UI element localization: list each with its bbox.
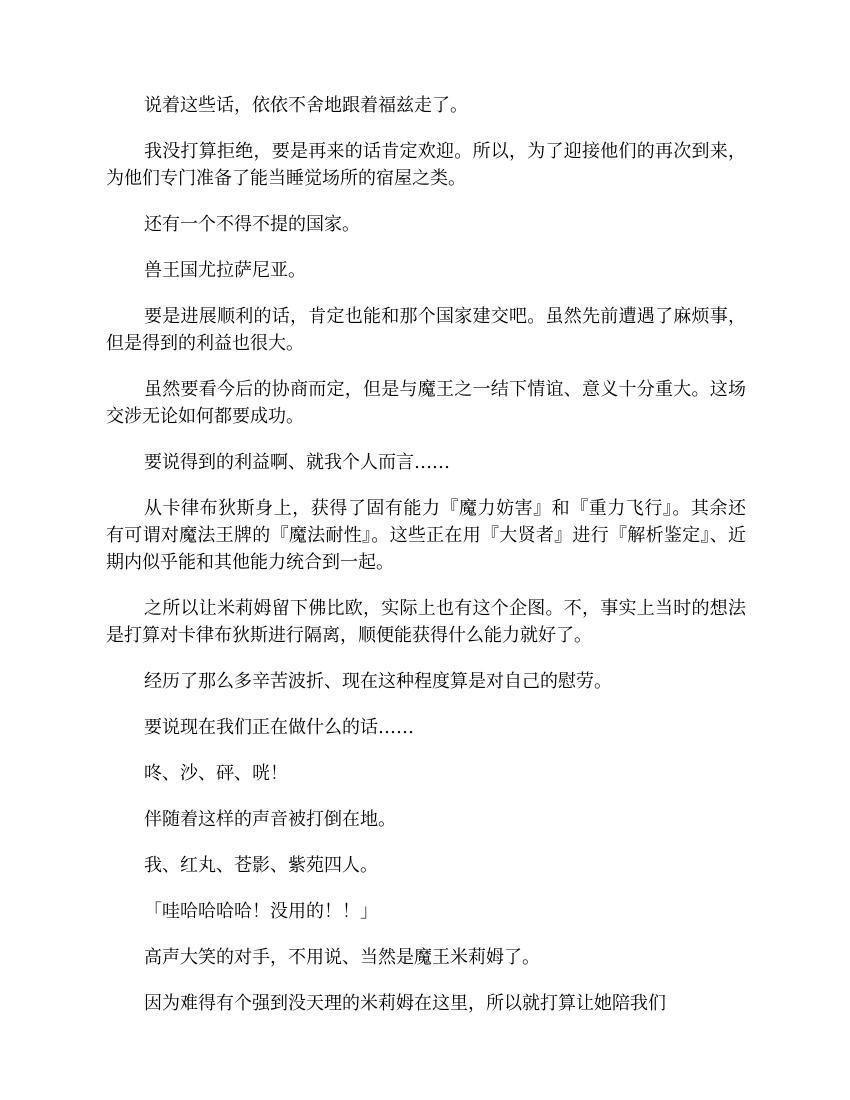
paragraph: 因为难得有个强到没天理的米莉姆在这里，所以就打算让她陪我们 xyxy=(144,993,666,1014)
paragraph: 「哇哈哈哈哈！没用的！！」 xyxy=(144,901,378,922)
paragraph: 要说现在我们正在做什么的话…… xyxy=(144,717,414,738)
document-page xyxy=(106,92,746,1036)
paragraph: 经历了那么多辛苦波折、现在这种程度算是对自己的慰劳。 xyxy=(144,671,612,692)
paragraph: 之所以让米莉姆留下佛比欧，实际上也有这个企图。不，事实上当时的想法是打算对卡律布狄斯进行隔离，顺便能获得什么能力就好了。 xyxy=(106,598,746,646)
paragraph: 我没打算拒绝，要是再来的话肯定欢迎。所以，为了迎接他们的再次到来，为他们专门准备了能当睡觉场所的宿屋之类。 xyxy=(106,141,746,189)
paragraph: 兽王国尤拉萨尼亚。 xyxy=(144,260,306,281)
paragraph: 高声大笑的对手，不用说、当然是魔王米莉姆了。 xyxy=(144,947,540,968)
paragraph: 要是进展顺利的话，肯定也能和那个国家建交吧。虽然先前遭遇了麻烦事，但是得到的利益也很大。 xyxy=(106,306,746,354)
paragraph: 从卡律布狄斯身上，获得了固有能力『魔力妨害』和『重力飞行』。其余还有可谓对魔法王牌的『魔法耐性』。这些正在用『大贤者』进行『解析鉴定』、近期内似乎能和其他能力统合到一起。 xyxy=(106,498,746,573)
paragraph: 要说得到的利益啊、就我个人而言…… xyxy=(144,452,450,473)
paragraph: 说着这些话，依依不舍地跟着福兹走了。 xyxy=(144,95,468,116)
paragraph: 虽然要看今后的协商而定，但是与魔王之一结下情谊、意义十分重大。这场交涉无论如何都要成功。 xyxy=(106,379,746,427)
paragraph: 咚、沙、砰、咣！ xyxy=(144,763,288,784)
paragraph: 还有一个不得不提的国家。 xyxy=(144,214,360,235)
paragraph: 我、红丸、苍影、紫苑四人。 xyxy=(144,855,378,876)
paragraph: 伴随着这样的声音被打倒在地。 xyxy=(144,809,396,830)
